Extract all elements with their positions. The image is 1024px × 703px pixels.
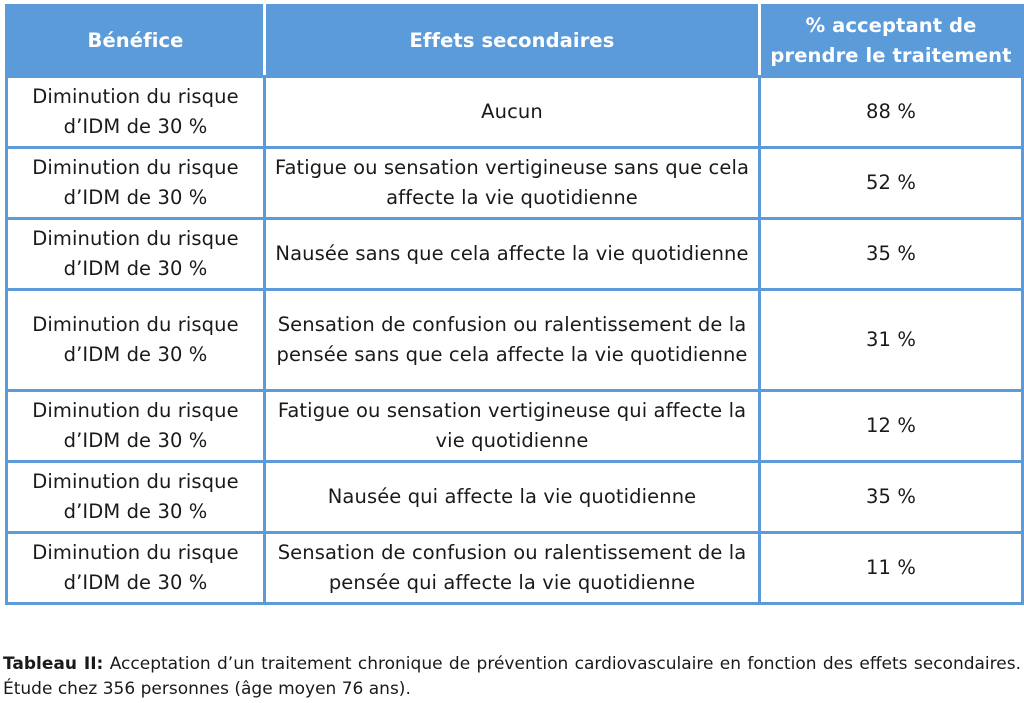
table-row [7,77,1023,148]
table-body [7,77,1023,604]
table-row [7,219,1023,290]
caption-label: Tableau II: [3,654,104,674]
results-table-container [5,4,1021,605]
cell-side-effects: Nausée sans que cela affecte la vie quotidienne [265,219,760,290]
cell-side-effects: Nausée qui affecte la vie quotidienne [265,462,760,533]
cell-percent: 31 % [760,290,1023,391]
header-benefit: Bénéfice [7,6,265,77]
table-row [7,533,1023,604]
table-row [7,462,1023,533]
cell-percent: 52 % [760,148,1023,219]
cell-percent: 35 % [760,219,1023,290]
cell-side-effects: Sensation de confusion ou ralentissement de la pensée qui affecte la vie quotidienne [265,533,760,604]
table-row [7,290,1023,391]
cell-side-effects: Fatigue ou sensation vertigineuse sans que cela affecte la vie quotidienne [265,148,760,219]
table-caption [3,652,1021,702]
cell-benefit: Diminution du risque d’IDM de 30 % [7,391,265,462]
cell-percent: 88 % [760,77,1023,148]
cell-side-effects: Fatigue ou sensation vertigineuse qui affecte la vie quotidienne [265,391,760,462]
cell-benefit: Diminution du risque d’IDM de 30 % [7,219,265,290]
cell-percent: 12 % [760,391,1023,462]
cell-benefit: Diminution du risque d’IDM de 30 % [7,148,265,219]
cell-benefit: Diminution du risque d’IDM de 30 % [7,77,265,148]
header-side-effects: Effets secondaires [265,6,760,77]
caption-text: Acceptation d’un traitement chronique de prévention cardiovasculaire en fonction des effets secondaires. Étude chez 356 personnes (âge moyen 76 ans). [3,654,1021,699]
table-row [7,148,1023,219]
header-acceptance-percent: % acceptant de prendre le traitement [760,6,1023,77]
cell-percent: 35 % [760,462,1023,533]
cell-side-effects: Aucun [265,77,760,148]
results-table [5,4,1024,605]
cell-benefit: Diminution du risque d’IDM de 30 % [7,462,265,533]
header-row [7,6,1023,77]
cell-side-effects: Sensation de confusion ou ralentissement de la pensée sans que cela affecte la vie quotidienne [265,290,760,391]
cell-benefit: Diminution du risque d’IDM de 30 % [7,533,265,604]
cell-percent: 11 % [760,533,1023,604]
cell-benefit: Diminution du risque d’IDM de 30 % [7,290,265,391]
table-header [7,6,1023,77]
table-row [7,391,1023,462]
